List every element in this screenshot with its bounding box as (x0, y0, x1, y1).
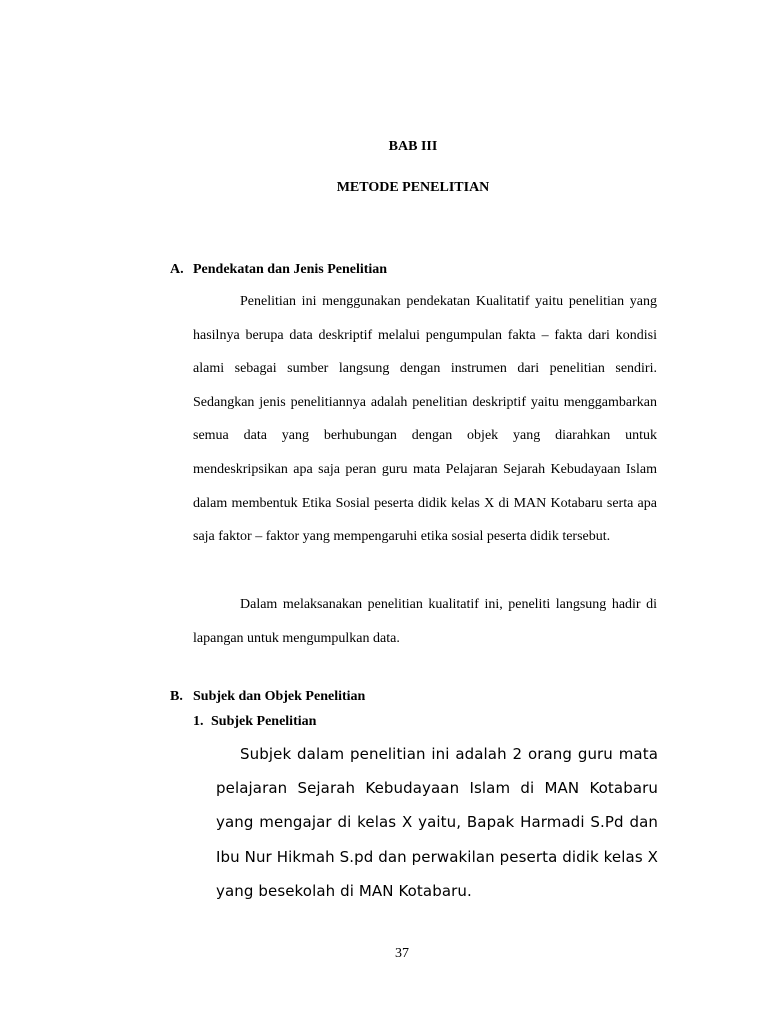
section-b-heading (170, 688, 365, 706)
chapter-title: METODE PENELITIAN (336, 180, 490, 195)
subsection-1-title: Subjek Penelitian (211, 714, 317, 729)
chapter-number: BAB III (388, 139, 438, 154)
section-b-marker: B. (170, 689, 183, 704)
section-a-paragraph-2: Dalam melaksanakan penelitian kualitatif ini, peneliti langsung hadir di lapangan untuk mengumpulkan data. (193, 597, 657, 646)
page-number: 37 (395, 946, 409, 961)
subsection-1-paragraph: Subjek dalam penelitian ini adalah 2 orang guru mata pelajaran Sejarah Kebudayaan Islam di MAN Kotabaru yang mengajar di kelas X yaitu, Bapak Harmadi S.Pd dan Ibu Nur Hikmah S.pd dan perwakilan peserta didik kelas X yang besekolah di MAN Kotabaru. (216, 745, 658, 900)
subsection-1-marker: 1. (193, 714, 204, 729)
section-a-marker: A. (170, 262, 184, 277)
section-a-heading (170, 261, 387, 279)
section-b-title: Subjek dan Objek Penelitian (193, 689, 366, 704)
section-a-title: Pendekatan dan Jenis Penelitian (193, 262, 388, 277)
section-a-paragraph-1: Penelitian ini menggunakan pendekatan Kualitatif yaitu penelitian yang hasilnya berupa data deskriptif melalui pengumpulan fakta – fakta dari kondisi alami sebagai sumber langsung dengan instrumen dari penelitian sendiri. Sedangkan jenis penelitiannya adalah penelitian deskriptif yaitu menggambarkan semua data yang berhubungan dengan objek yang diarahkan untuk mendeskripsikan apa saja peran guru mata Pelajaran Sejarah Kebudayaan Islam dalam membentuk Etika Sosial peserta didik kelas X di MAN Kotabaru serta apa saja faktor – faktor yang mempengaruhi etika sosial peserta didik tersebut. (193, 294, 657, 545)
subsection-1-heading (193, 713, 316, 731)
